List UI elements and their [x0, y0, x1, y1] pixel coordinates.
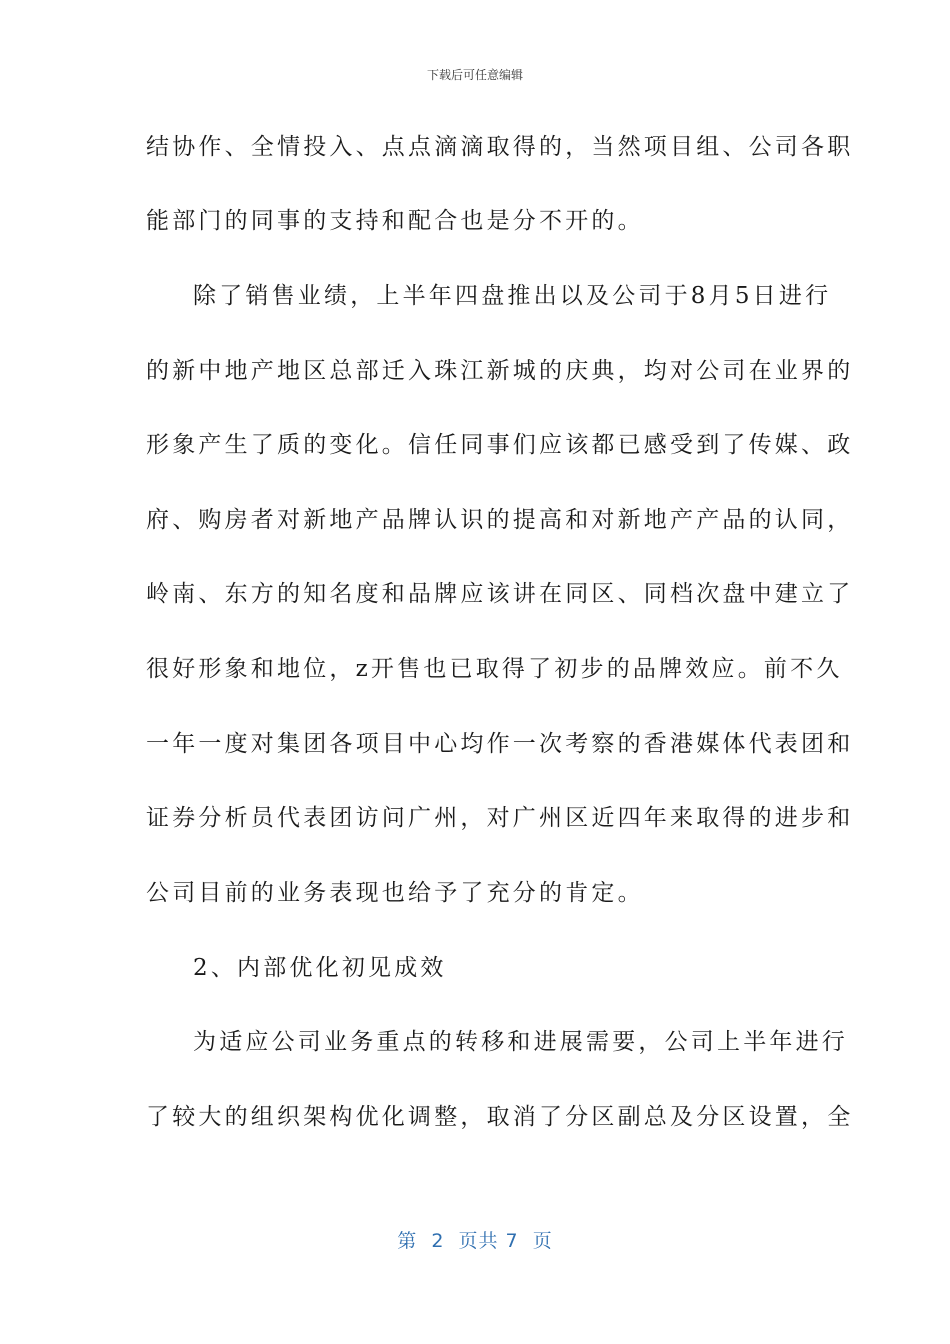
- body-line-8: 很好形象和地位，z开售也已取得了初步的品牌效应。前不久: [146, 656, 843, 682]
- body-line-3: 除了销售业绩，上半年四盘推出以及公司于8月5日进行: [193, 283, 832, 309]
- body-line-6: 府、购房者对新地产品牌认识的提高和对新地产产品的认同，: [146, 507, 854, 533]
- body-line-14: 了较大的组织架构优化调整，取消了分区副总及分区设置，全: [146, 1104, 854, 1130]
- body-line-11: 公司目前的业务表现也给予了充分的肯定。: [146, 880, 644, 906]
- page-header: 下载后可任意编辑: [426, 68, 523, 82]
- body-line-9: 一年一度对集团各项目中心均作一次考察的香港媒体代表团和: [146, 731, 854, 757]
- body-line-5: 形象产生了质的变化。信任同事们应该都已感受到了传媒、政: [146, 432, 854, 458]
- body-line-4: 的新中地产地区总部迁入珠江新城的庆典，均对公司在业界的: [146, 358, 854, 384]
- body-line-13: 为适应公司业务重点的转移和进展需要，公司上半年进行: [193, 1029, 848, 1055]
- body-line-2: 能部门的同事的支持和配合也是分不开的。: [146, 208, 644, 234]
- page-number-footer: 第 2 页共 7 页: [397, 1230, 553, 1252]
- section-heading: 2、内部优化初见成效: [193, 955, 447, 981]
- body-line-1: 结协作、全情投入、点点滴滴取得的，当然项目组、公司各职: [146, 134, 854, 160]
- body-line-7: 岭南、东方的知名度和品牌应该讲在同区、同档次盘中建立了: [146, 581, 854, 607]
- body-line-10: 证券分析员代表团访问广州，对广州区近四年来取得的进步和: [146, 805, 854, 831]
